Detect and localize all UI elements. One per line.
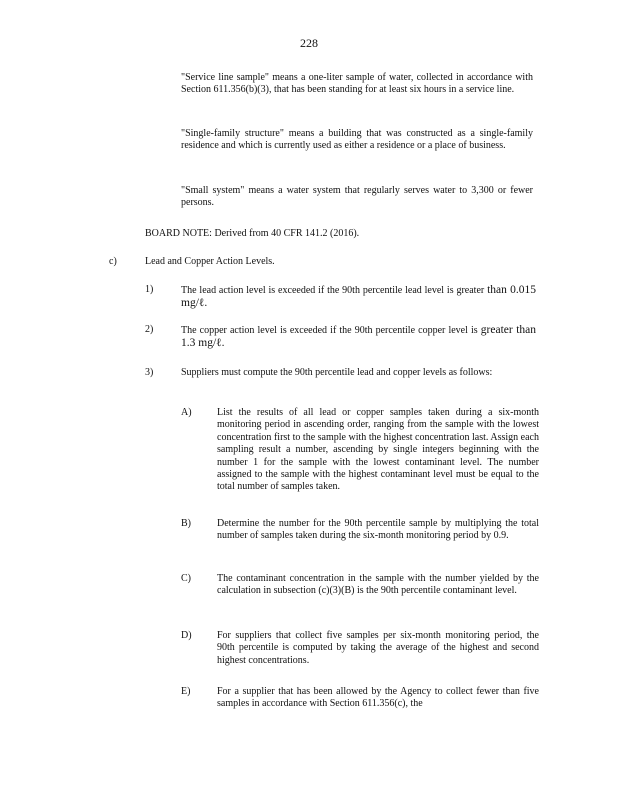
- item-2-label: 2): [145, 324, 154, 335]
- item-1-text: [181, 284, 536, 311]
- section-c-label: c): [109, 256, 117, 267]
- item-2-text: [181, 324, 536, 351]
- subitem-b-label: B): [181, 518, 191, 529]
- item-3-label: 3): [145, 367, 154, 378]
- item-3-text: Suppliers must compute the 90th percentile lead and copper levels as follows:: [181, 367, 493, 378]
- section-c-title: Lead and Copper Action Levels.: [145, 256, 275, 267]
- subitem-a-label: A): [181, 407, 192, 418]
- item-1-body: The lead action level is exceeded if the 90th percentile lead level is greater: [181, 285, 485, 296]
- subitem-a-text: List the results of all lead or copper samples taken during a six-month monitoring period in ascending order, ranging from the sample with the lowest concentration first to the sample with the highest concentration last. Assign each sampling result a number, ascending by single integers beginning with the number 1 for the sample with the lowest contaminant level. The number assigned to the sample with the highest contaminant level must be equal to the total number of samples taken.: [217, 407, 539, 493]
- subitem-e-label: E): [181, 686, 191, 697]
- subitem-d-label: D): [181, 630, 192, 641]
- definition-small-system: "Small system" means a water system that regularly serves water to 3,300 or fewer persons.: [181, 185, 533, 209]
- definition-single-family-structure: "Single-family structure" means a building that was constructed as a single-family residence and which is currently used as either a residence or a place of business.: [181, 128, 533, 152]
- subitem-e-text: For a supplier that has been allowed by the Agency to collect fewer than five samples in accordance with Section 611.356(c), the: [217, 686, 539, 710]
- item-1-label: 1): [145, 284, 154, 295]
- subitem-b-text: Determine the number for the 90th percentile sample by multiplying the total number of samples taken during the six-month monitoring period by 0.9.: [217, 518, 539, 542]
- subitem-c-text: The contaminant concentration in the sample with the number yielded by the calculation in subsection (c)(3)(B) is the 90th percentile contaminant level.: [217, 573, 539, 597]
- item-1-tail: than 0.015 mg/ℓ.: [181, 284, 537, 310]
- board-note: BOARD NOTE: Derived from 40 CFR 141.2 (2016).: [145, 228, 360, 239]
- item-2-body: The copper action level is exceeded if the 90th percentile copper level is: [181, 325, 478, 336]
- subitem-c-label: C): [181, 573, 191, 584]
- page-number: 228: [300, 36, 318, 50]
- item-2-tail: greater than 1.3 mg/ℓ.: [181, 324, 537, 350]
- definition-service-line-sample: "Service line sample" means a one-liter sample of water, collected in accordance with Section 611.356(b)(3), that has been standing for at least six hours in a service line.: [181, 72, 533, 96]
- subitem-d-text: For suppliers that collect five samples per six-month monitoring period, the 90th percentile is computed by taking the average of the highest and second highest concentrations.: [217, 630, 539, 666]
